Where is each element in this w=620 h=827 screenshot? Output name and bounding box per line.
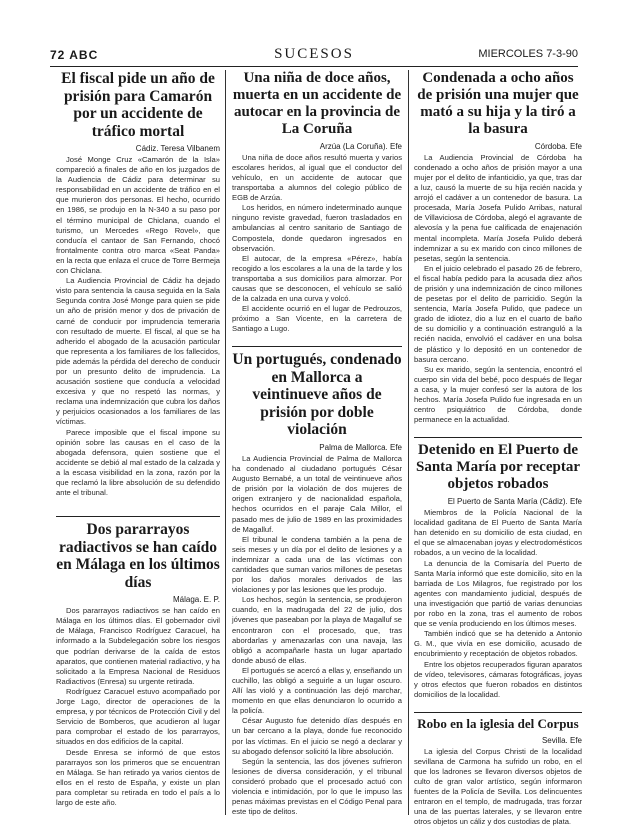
article-body: [232, 153, 402, 335]
article-headline: Un portugués, condenado en Mallorca a veintinueve años de prisión por doble violación: [232, 351, 402, 439]
column-divider: [408, 70, 409, 815]
article-nina: [232, 70, 402, 334]
column-left: [56, 70, 220, 818]
issue-date: MIERCOLES 7-3-90: [478, 48, 578, 60]
article-condenada: [414, 70, 582, 425]
article-paragraph: La denuncia de la Comisaría del Puerto de Santa María informó que este domicilio, sito en la barriada de Los Milagros, fue registrado por los agentes con mandamiento judicial, después de una investigación que partió de varias denuncias por robo en la zona, tras el aumento de robos que se venía produciendo en los últimos meses.: [414, 558, 582, 629]
article-paragraph: Según la sentencia, las dos jóvenes sufrieron lesiones de diversa consideración, y el tribunal consideró probado que el procesado actuó con violencia e intimidación, por lo que le impuso las penas máximas previstas en el Código Penal para este tipo de delitos.: [232, 756, 402, 817]
article-paragraph: Una niña de doce años resultó muerta y varios escolares heridos, al igual que el conductor del vehículo, en un accidente de autocar que transportaba a alumnos del colegio público de EGB de Arzúa.: [232, 152, 402, 203]
article-byline: Sevilla. Efe: [541, 735, 582, 745]
article-paragraph: Su ex marido, según la sentencia, encontró el cuerpo sin vida del bebé, poco después de llegar a casa, y la mujer confesó ser la autora de los hechos. María Josefa Pulido fue ingresada en un centro psiquiátrico de Córdoba, donde permanece en la actualidad.: [414, 364, 582, 425]
article-body: [414, 508, 582, 700]
column-right: [414, 70, 582, 827]
article-body: [414, 153, 582, 426]
article-paragraph: La iglesia del Corpus Christi de la localidad sevillana de Carmona ha sufrido un robo, en el que los ladrones se llevaron diversos objetos de culto de gran valor artístico, según informaron fuentes de la Policía de Sevilla. Los delincuentes entraron en el templo, de madrugada, tras forzar una de las puertas laterales, y se llevaron entre otros objetos un cáliz y dos custodias de plata.: [414, 746, 582, 827]
article-paragraph: Dos pararrayos radiactivos se han caído en Málaga en los últimos días. El gobernador civil de Málaga, Francisco Rodríguez Caracuel, ha informado a la Subdelegación sobre los riesgos que podrían derivarse de la caída de estos aparatos, que contienen material radiactivo, y ha solicitado a la Empresa Nacional de Residuos Radiactivos (Enresa) su urgente retirada.: [56, 606, 220, 686]
article-paragraph: La Audiencia Provincial de Córdoba ha condenado a ocho años de prisión mayor a una mujer por el delito de infanticidio, ya que, tras dar a luz, causó la muerte de su hija recién nacida y arrojó el cadáver a un contenedor de basura. La procesada, María Josefa Pulido Arribas, natural de Villaviciosa de Córdoba, alegó el agravante de alevosía y la pena fue calificada de enajenación mental incompleta. María Josefa Pulido deberá indemnizar a su ex marido con cinco millones de pesetas, según la sentencia.: [414, 152, 582, 263]
article-portugues: [232, 346, 402, 817]
article-body: [232, 454, 402, 817]
article-body: [56, 155, 220, 498]
article-paragraph: Los hechos, según la sentencia, se produjeron cuando, en la madrugada del 22 de julio, dos jóvenes que paseaban por la playa de Magalluf se encontraron con el procesado, que, tras abordarlas y amenazarlas con una navaja, las obligó a acompañarle hasta un lugar apartado donde abusó de ellas.: [232, 595, 402, 665]
section-title: SUCESOS: [274, 46, 354, 62]
article-paragraph: El autocar, de la empresa «Pérez», había recogido a los escolares a la una de la tarde y los transportaba a sus domicilios para almorzar. Por causas que se desconocen, el vehículo se salió de la calzada en una curva y volcó.: [232, 253, 402, 304]
column-divider: [225, 70, 226, 815]
article-paragraph: También indicó que se ha detenido a Antonio G. M., que vivía en ese domicilio, acusado de encubrimiento y receptación de objetos robados.: [414, 629, 582, 659]
article-headline: Detenido en El Puerto de Santa María por receptar objetos robados: [416, 442, 580, 493]
article-paragraph: La Audiencia Provincial de Palma de Mallorca ha condenado al ciudadano portugués César Augusto Bernabé, a un total de veintinueve años de prisión por la violación de dos mujeres de origen extranjero y de nacionalidad española, hechos ocurridos en el paraje Cala Millor, el pasado mes de julio de 1989 en las proximidades de Magalluf.: [232, 453, 402, 534]
article-headline: Condenada a ocho años de prisión una mujer que mató a su hija y la tiró a la basura: [417, 70, 579, 137]
article-paragraph: Los heridos, en número indeterminado aunque ninguno reviste gravedad, fueron trasladados en ambulancias al centro sanitario de Santiago de Compostela, donde quedaron ingresados en observación.: [232, 203, 402, 253]
page-header: [50, 44, 578, 67]
article-byline: Arzúa (La Coruña). Efe: [319, 141, 402, 151]
article-body: [414, 747, 582, 827]
article-pararrayos: [56, 516, 220, 808]
article-headline: Una niña de doce años, muerta en un accidente de autocar en la provincia de La Coruña: [232, 70, 402, 137]
article-headline: Robo en la iglesia del Corpus: [417, 715, 579, 731]
article-paragraph: Entre los objetos recuperados figuran aparatos de vídeo, televisores, cámaras fotográficas, joyas y otros efectos que fueron robados en distintos domicilios de la localidad.: [414, 659, 582, 699]
article-paragraph: El portugués se acercó a ellas y, enseñando un cuchillo, las obligó a seguirle a un lugar oscuro. Allí las violó y a continuación las dejó marchar, momento en que ellas denunciaron lo ocurrido a la policía.: [232, 665, 402, 716]
article-paragraph: La Audiencia Provincial de Cádiz ha dejado visto para sentencia la causa seguida en la Sala Segunda contra José Monge para quien se pide un año de prisión menor y dos de privación de carné de conducir por imprudencia temeraria con resultado de muerte. El fiscal, al que se ha adherido el abogado de la acusación particular que representa a los familiares de los fallecidos, pide además la pérdida del derecho de conducir por un presunto delito de imprudencia. La acusación sostiene que conducía a velocidad excesiva y que no respetó las normas, y reclama una indemnización que cubra los daños y perjuicios ocasionados a los familiares de las víctimas.: [56, 276, 220, 427]
article-paragraph: Rodríguez Caracuel estuvo acompañado por Jorge Lago, director de operaciones de la empresa, y por técnicos de Protección Civil y del Servicio de Bomberos, que acudieron al lugar para comprobar el estado de los pararrayos, situados en dos edificios de la capital.: [56, 686, 220, 747]
article-byline: El Puerto de Santa María (Cádiz). Efe: [447, 497, 582, 507]
article-paragraph: Parece imposible que el fiscal impone su opinión sobre las causas en el caso de la abogada defensora, quien sostiene que el accidente se debió al mal estado de la calzada y a la escasa visibilidad en la zona, razón por la que reclamó la libre absolución de su defendido ante el tribunal.: [56, 427, 220, 498]
page-number-label: 72 ABC: [50, 48, 99, 62]
article-headline: Dos pararrayos radiactivos se han caído en Málaga en los últimos días: [56, 521, 220, 591]
article-paragraph: En el juicio celebrado el pasado 26 de febrero, el fiscal había pedido para la acusada diez años de prisión y una indemnización de cinco millones de pesetas por el delito de parricidio. Según la sentencia, María Josefa Pulido, que padece un grado de idiotez, dio a luz en el cuarto de baño de su domicilio y a continuación estranguló a la recién nacida, envolvió el cadáver en una bolsa de plástico y lo depositó en un contenedor de basura cercano.: [414, 263, 582, 364]
article-byline: Málaga. E. P.: [173, 595, 220, 605]
article-paragraph: Desde Enresa se informó de que estos pararrayos son los primeros que se encuentran en Málaga. Se han retirado ya varios cientos de ellos en el resto de España, y existe un plan para completar su retirada en todo el país a lo largo de este año.: [56, 747, 220, 807]
article-paragraph: César Augusto fue detenido días después en un bar cercano a la playa, donde fue reconocido por las víctimas. En el juicio se negó a declarar y su abogado defensor solicitó la libre absolución.: [232, 716, 402, 756]
column-center: [232, 70, 402, 818]
article-fiscal: [56, 70, 220, 498]
article-paragraph: El tribunal le condena también a la pena de seis meses y un día por el delito de lesiones y a indemnizar a cada una de las víctimas con cantidades que suman varios millones de pesetas por los daños morales derivados de las violaciones y por las lesiones que les produjo.: [232, 534, 402, 595]
article-headline: El fiscal pide un año de prisión para Camarón por un accidente de tráfico mortal: [61, 70, 215, 140]
article-paragraph: José Monge Cruz «Camarón de la Isla» compareció a finales de año en los juzgados de la Audiencia de Cádiz para determinar su responsabilidad en un accidente de tráfico en el que murieron dos personas. El hecho, ocurrido en 1986, se produjo en la N-340 a su paso por el término municipal de Chiclana, cuando el turismo, un Mercedes «Rego Rovel», que conducía el cantaor de San Fernando, chocó frontalmente contra otro marca «Seat Panda» en la recta que enlaza el cruce de Torre Bermeja con Chiclana.: [56, 155, 220, 276]
article-paragraph: El accidente ocurrió en el lugar de Pedrouzos, próximo a San Vicente, en la carretera de Santiago a Lugo.: [232, 304, 402, 334]
article-byline: Córdoba. Efe: [534, 141, 582, 151]
article-body: [56, 606, 220, 808]
article-detenido: [414, 437, 582, 700]
article-paragraph: Miembros de la Policía Nacional de la localidad gaditana de El Puerto de Santa María han detenido en su domicilio de esta ciudad, en el que se almacenaban joyas y electrodomésticos robados, a un vecino de la localidad.: [414, 508, 582, 558]
article-robo: [414, 712, 582, 827]
article-byline: Cádiz. Teresa Vilbanem: [135, 144, 220, 153]
article-byline: Palma de Mallorca. Efe: [319, 442, 402, 452]
